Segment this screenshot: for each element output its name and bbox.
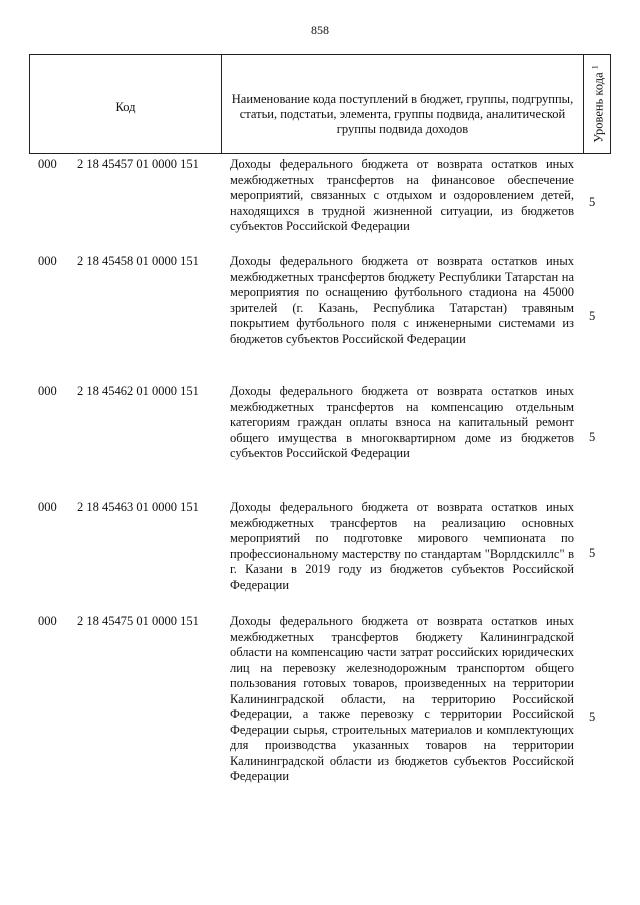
row-code: 2 18 45475 01 0000 151 [77,614,199,628]
table-header [29,54,611,154]
page-number: 858 [311,23,329,37]
row-code: 2 18 45462 01 0000 151 [77,384,199,398]
row-level: 5 [589,430,596,444]
header-name-label: Наименование кода поступлений в бюджет, группы, подгруппы, статьи, подстатьи, элемента, группы подвида, аналитической группы подвида доходов [231,91,574,136]
row-level: 5 [589,546,596,560]
row-code: 2 18 45457 01 0000 151 [77,157,199,171]
row-description: Доходы федерального бюджета от возврата остатков иных межбюджетных трансфертов бюджету Калининградской области на компенсацию части затрат российских юридических лиц на перевозку железнодорожным транспортом общего пользования готовых товаров, произведенных на территории Калининградской области, на территорию Российской Федерации, а также перевозку с территории Российской Федерации сырья, строительных материалов и комплектующих для производства указанных товаров на территории Калининградской области из бюджетов субъектов Российской Федерации [230,614,574,783]
row-code: 2 18 45458 01 0000 151 [77,254,199,268]
row-description: Доходы федерального бюджета от возврата остатков иных межбюджетных трансфертов бюджету Республики Татарстан на мероприятия по оснащению футбольного стадиона на 45000 зрителей (г. Казань, Республика Татарстан) травяным покрытием футбольного поля с инженерными системами из бюджетов субъектов Российской Федерации [230,254,574,346]
row-description: Доходы федерального бюджета от возврата остатков иных межбюджетных трансфертов на финансовое обеспечение мероприятий, связанных с отдыхом и оздоровлением детей, находящихся в трудной жизненной ситуации, из бюджетов субъектов Российской Федерации [230,157,574,233]
row-prefix: 000 [38,614,57,628]
row-prefix: 000 [38,384,57,398]
row-level: 5 [589,309,596,323]
row-description: Доходы федерального бюджета от возврата остатков иных межбюджетных трансфертов на реализацию основных мероприятий по подготовке мирового чемпионата по профессиональному мастерству по стандартам "Ворлдскиллс" в г. Казани в 2019 году из бюджетов субъектов Российской Федерации [230,500,574,592]
row-level: 5 [589,195,596,209]
header-code-label: Код [115,99,136,114]
header-level-column [584,55,610,153]
row-level: 5 [589,710,596,724]
row-prefix: 000 [38,500,57,514]
row-description: Доходы федерального бюджета от возврата остатков иных межбюджетных трансфертов на компенсацию отдельным категориям граждан оплаты взноса на капитальный ремонт общего имущества в многоквартирном доме из бюджетов субъектов Российской Федерации [230,384,574,460]
row-prefix: 000 [38,254,57,268]
header-level-label: Уровень кода $^1$ [590,65,606,143]
row-code: 2 18 45463 01 0000 151 [77,500,199,514]
row-prefix: 000 [38,157,57,171]
header-code-column [30,55,222,153]
header-name-column [222,55,584,153]
footnote-marker: 1 [590,65,600,70]
